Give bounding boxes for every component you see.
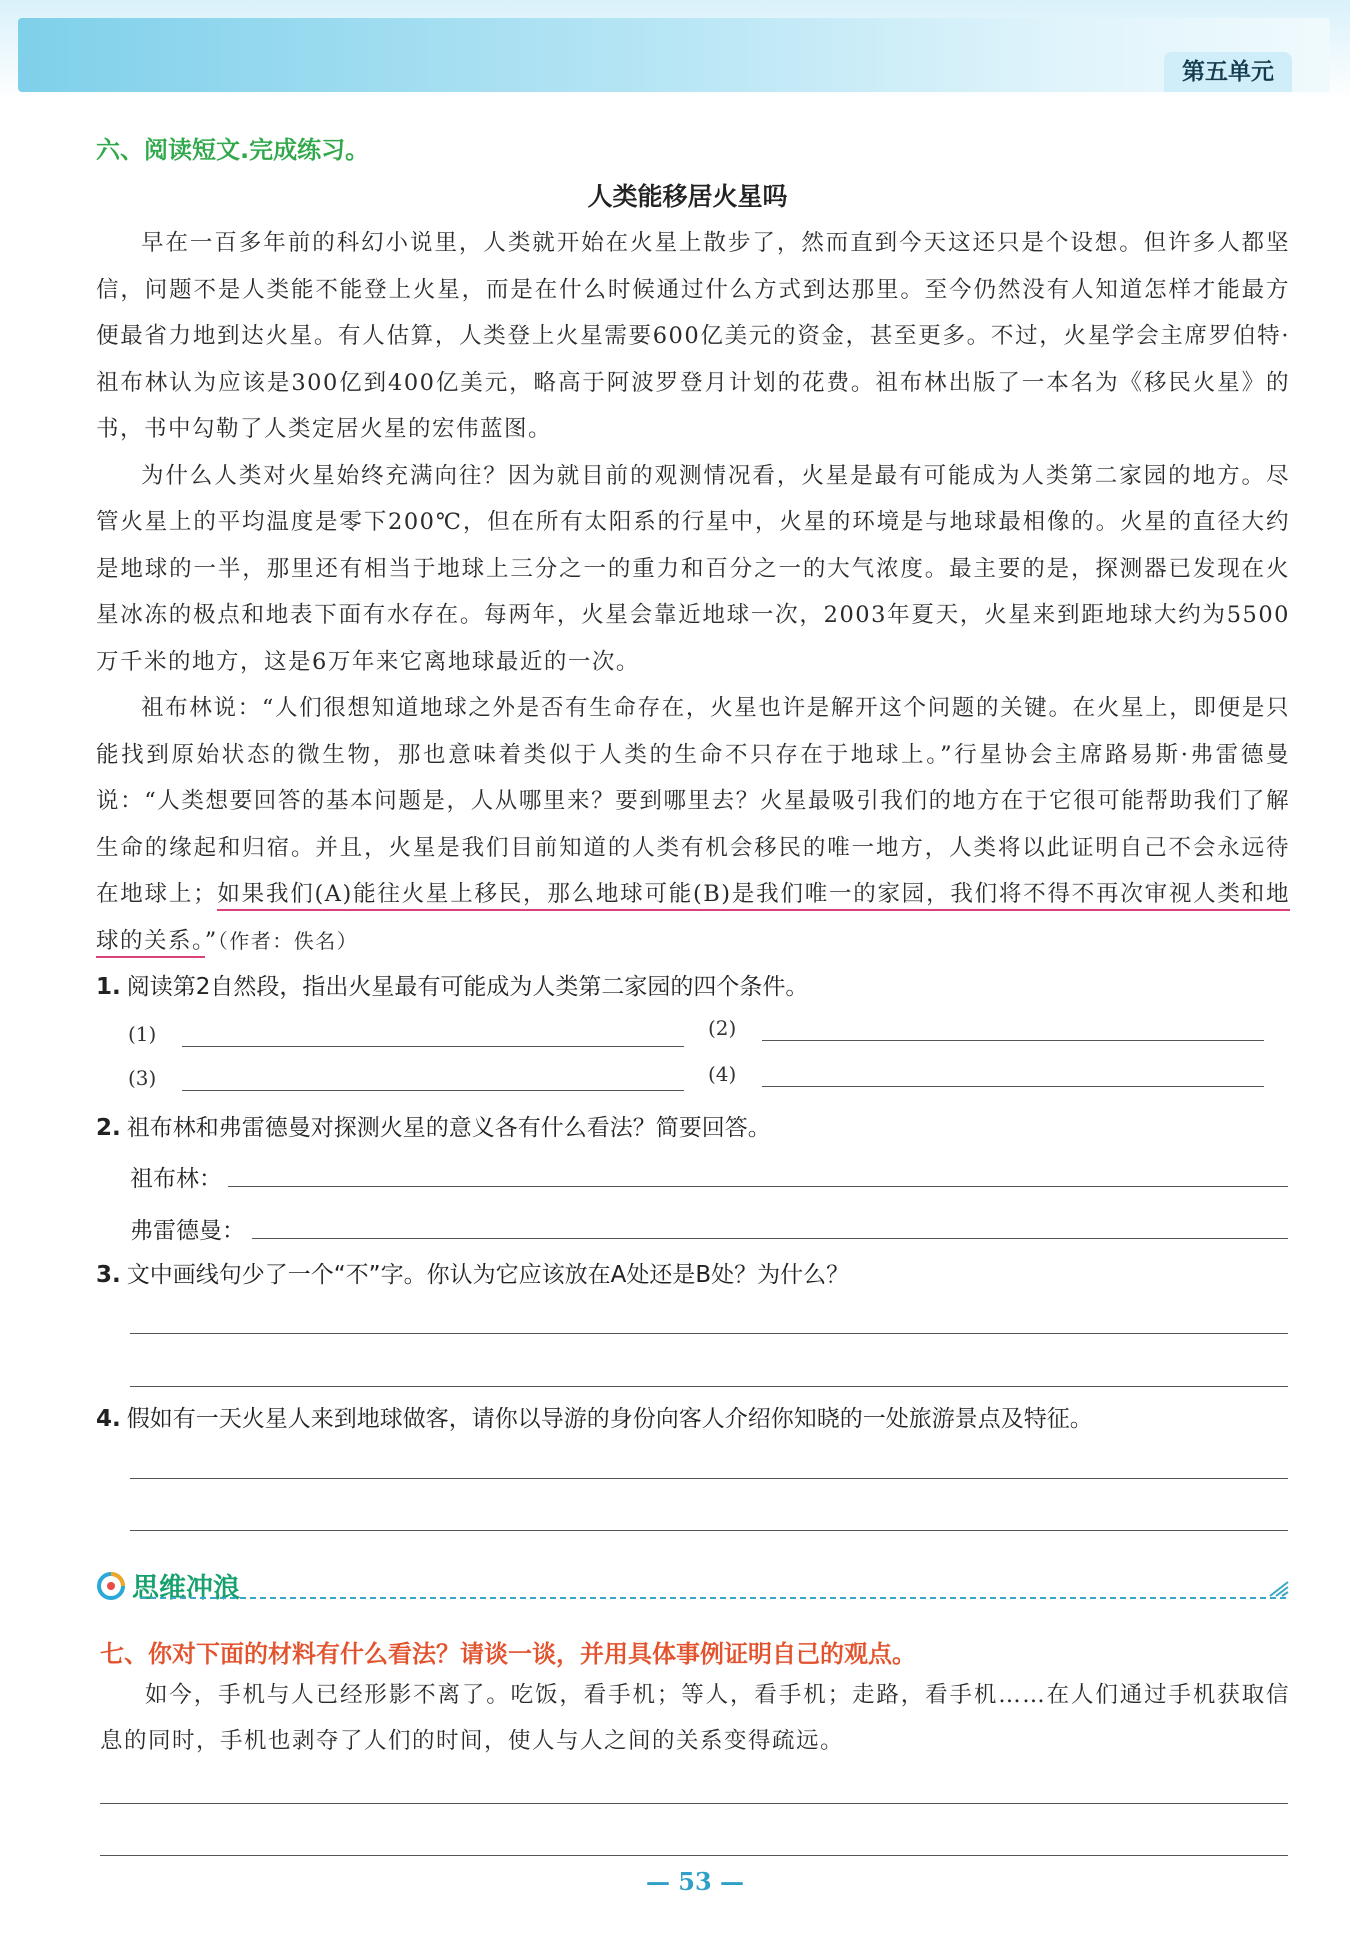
wave-end-icon: [1268, 1580, 1290, 1598]
closing-quote: ”: [204, 927, 218, 954]
underlined-sentence: 如果我们(A)能往火星上移民，那么地球可能(B)是我们唯一的家园，我们将不得不再次审视人类和地球的关系。: [96, 881, 1290, 958]
answer-line-s7-b[interactable]: [100, 1855, 1288, 1856]
blank-label-3: (3): [128, 1066, 157, 1090]
question-4-number: 4.: [96, 1406, 121, 1432]
blank-label-4: (4): [708, 1062, 737, 1086]
answer-line-1[interactable]: [182, 1046, 684, 1047]
question-3-text: 文中画线句少了一个“不”字。你认为它应该放在A处还是B处？为什么？: [126, 1262, 850, 1288]
answer-line-freidman[interactable]: [252, 1238, 1288, 1239]
reading-passage: [96, 220, 1290, 964]
paragraph-3: [96, 685, 1290, 964]
answer-line-q4-a[interactable]: [130, 1478, 1288, 1479]
page-number: — 53 —: [645, 1867, 745, 1896]
question-1-text: 阅读第2自然段，指出火星最有可能成为人类第二家园的四个条件。: [126, 974, 809, 1000]
section-7-heading: 七、你对下面的材料有什么看法？请谈一谈，并用具体事例证明自己的观点。: [100, 1640, 916, 1668]
section-6-heading: 六、阅读短文.完成练习。: [96, 136, 370, 164]
passage-title: 人类能移居火星吗: [587, 182, 788, 211]
author-note: （作者：佚名）: [217, 928, 359, 953]
question-4: [96, 1400, 1093, 1433]
thinking-wave-title: 思维冲浪: [132, 1573, 240, 1604]
blank-label-2: (2): [708, 1016, 737, 1040]
section-7-material: [100, 1672, 1290, 1764]
question-4-text: 假如有一天火星人来到地球做客，请你以导游的身份向客人介绍你知晓的一处旅游景点及特征。: [126, 1406, 1093, 1432]
question-2-text: 祖布林和弗雷德曼对探测火星的意义各有什么看法？简要回答。: [126, 1115, 771, 1141]
material-paragraph: 如今，手机与人已经形影不离了。吃饭，看手机；等人，看手机；走路，看手机……在人们通过手机获取信息的同时，手机也剥夺了人们的时间，使人与人之间的关系变得疏远。: [100, 1682, 1290, 1754]
paragraph-3-text: 祖布林说：“人们很想知道地球之外是否有生命存在，火星也许是解开这个问题的关键。在火星上，即便是只能找到原始状态的微生物，那也意味着类似于人类的生命不只存在于地球上。”行星协会主席路易斯·弗雷德曼说：“人类想要回答的基本问题是，人从哪里来？要到哪里去？火星最吸引我们的地方在于它很可能帮助我们了解生命的缘起和归宿。并且，火星是我们目前知道的人类有机会移民的唯一地方，人类将以此证明自己不会永远待在地球上；: [96, 695, 1290, 907]
answer-line-q3-b[interactable]: [130, 1386, 1288, 1387]
blank-label-1: (1): [128, 1022, 157, 1046]
question-2-number: 2.: [96, 1115, 121, 1141]
wave-divider: [140, 1597, 1286, 1599]
thinking-wave-heading: [96, 1566, 240, 1608]
answer-line-s7-a[interactable]: [100, 1803, 1288, 1804]
question-1: [96, 968, 808, 1001]
answer-line-zubulin[interactable]: [228, 1186, 1288, 1187]
header-banner: [0, 0, 1350, 100]
header-bar: [18, 18, 1330, 92]
wave-logo-icon: [96, 1571, 126, 1608]
answer-label-freidman: 弗雷德曼：: [130, 1218, 245, 1244]
answer-line-3[interactable]: [182, 1090, 684, 1091]
question-3-number: 3.: [96, 1262, 121, 1288]
paragraph-1: 早在一百多年前的科幻小说里，人类就开始在火星上散步了，然而直到今天这还只是个设想。但许多人都坚信，问题不是人类能不能登上火星，而是在什么时候通过什么方式到达那里。至今仍然没有人知道怎样才能最方便最省力地到达火星。有人估算，人类登上火星需要600亿美元的资金，甚至更多。不过，火星学会主席罗伯特·祖布林认为应该是300亿到400亿美元，略高于阿波罗登月计划的花费。祖布林出版了一本名为《移民火星》的书，书中勾勒了人类定居火星的宏伟蓝图。: [96, 230, 1290, 442]
question-2: [96, 1109, 771, 1142]
unit-label: 第五单元: [1164, 52, 1292, 92]
answer-line-q4-b[interactable]: [130, 1530, 1288, 1531]
answer-label-zubulin: 祖布林：: [130, 1166, 222, 1192]
question-1-number: 1.: [96, 974, 121, 1000]
paragraph-2: 为什么人类对火星始终充满向往？因为就目前的观测情况看，火星是最有可能成为人类第二家园的地方。尽管火星上的平均温度是零下200℃，但在所有太阳系的行星中，火星的环境是与地球最相像的。火星的直径大约是地球的一半，那里还有相当于地球上三分之一的重力和百分之一的大气浓度。最主要的是，探测器已发现在火星冰冻的极点和地表下面有水存在。每两年，火星会靠近地球一次，2003年夏天，火星来到距地球大约为5500万千米的地方，这是6万年来它离地球最近的一次。: [96, 462, 1290, 675]
answer-line-4[interactable]: [762, 1086, 1264, 1087]
answer-line-2[interactable]: [762, 1040, 1264, 1041]
answer-line-q3-a[interactable]: [130, 1333, 1288, 1334]
question-3: [96, 1256, 849, 1289]
